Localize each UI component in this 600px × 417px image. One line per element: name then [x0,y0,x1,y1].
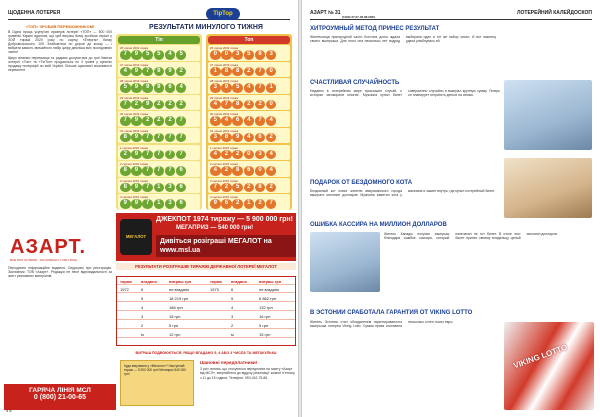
megalot-results-table [116,276,296,355]
table-cell: не вгадано [259,286,280,292]
number-ball: 7 [255,116,266,126]
table-row [117,312,295,320]
draw-numbers [210,183,276,193]
number-ball: 6 [165,83,176,93]
number-ball: 7 [142,133,153,143]
number-ball: 8 [232,67,243,77]
number-ball: 2 [266,133,277,143]
number-ball: 4 [210,166,221,176]
section-title: ЩОДЕННА ЛОТЕРЕЯ [8,10,61,16]
number-ball: 1 [154,183,165,193]
table-header: виграш грн [259,278,282,284]
number-ball: 1 [266,83,277,93]
table-cell: 5 [231,295,234,301]
article-body: Житель Эстонии стал обладателем гарантированного выигрыша лотереи Viking Lotto. Сумма приза составила несколько сотен тысяч евро. [310,320,454,329]
table-cell: 5 грн [169,322,179,328]
number-ball: 7 [176,116,187,126]
tip-results-panel [116,34,202,210]
number-ball: 9 [165,67,176,77]
hot-line-phone: 0 (800) 21-00-65 [33,394,87,401]
number-ball: 4 [244,116,255,126]
number-ball: 2 [154,100,165,110]
draw-row [208,145,290,161]
number-ball: 6 [244,166,255,176]
number-ball: 7 [142,166,153,176]
number-ball: 5 [244,50,255,60]
table-cell: 18 219 грн [169,295,189,301]
left-page [0,0,298,417]
number-ball: 0 [244,150,255,160]
issue-dates: (1162) 27.07-02.08.2020 [342,15,375,19]
left-header [8,6,290,20]
number-ball: 7 [120,100,131,110]
section-title: ЛОТЕРЕЙНИЙ КАЛЕЙДОСКОП [517,10,592,16]
number-ball: 7 [142,67,153,77]
table-cell: 4 [231,304,234,310]
msl-link-text: Дивіться розіграші МЕГАЛОТ на www.msl.ua [156,235,296,257]
azart-tagline: ВСЕ ПРО ЛОТЕРЕЇ · ЗАСНОВАНО У 2001 РОЦІ [10,258,78,262]
number-ball: 3 [165,199,176,209]
number-ball: 7 [210,183,221,193]
number-ball: 7 [176,150,187,160]
viking-lotto-label: VIKING LOTTO [512,342,569,371]
cat-photo [504,158,592,218]
number-ball: 9 [131,166,142,176]
number-ball: 8 [120,183,131,193]
intro-paragraph: В Одесі праць усунутою призерів лотереї «ТОП» — 500 000 гривень! Карині вдалося, що цей виграш йому зробила серіал у ЗОЙ тиражі 2020 року по картці «Енергія» банку Добромільського, 109. Знайомтеся по дорозі до кіоску — і вибрати замість звичайного набір цифр декілька всіх послідовних чисел! [8,30,112,55]
draw-label: 29 липня 2019 тираж [210,95,239,100]
winner-photo [504,80,592,150]
number-ball: 9 [131,116,142,126]
number-ball: 7 [165,133,176,143]
table-header: виграш грн [169,278,192,284]
number-ball: 7 [120,50,131,60]
number-ball: 2 [232,150,243,160]
draw-numbers [210,116,276,126]
draw-label: 1 серпня 2019 тираж [210,145,238,150]
draw-label: 4 серпня 2019 тираж [120,195,148,200]
article-heading: ХИТРОУМНЫЙ МЕТОД ПРИНЕС РЕЗУЛЬТАТ [310,26,440,32]
article-body: Недавно в лотерейном мире произошел случай, о котором заговорили многие. Мужчина купил билет совершенно случайно и выиграл крупную сумму. Теперь он планирует потратить деньги на семью. [310,89,500,98]
number-ball: 4 [221,116,232,126]
draw-row [208,111,290,127]
number-ball: 5 [120,83,131,93]
number-ball: 4 [210,100,221,110]
number-ball: 7 [142,150,153,160]
draw-numbers [120,100,186,110]
draw-row [208,161,290,177]
number-ball: 7 [176,133,187,143]
number-ball: 7 [154,133,165,143]
number-ball: 4 [244,83,255,93]
draw-row [208,78,290,94]
number-ball: 8 [120,166,131,176]
number-ball: 5 [232,83,243,93]
tip-draw-list [118,45,200,210]
megalot-promo: Куди вигравати у «Мегалот»? Наступний тираж — 5 900 000 грн! Мегаприз 540 000 грн! [120,360,194,406]
draw-row [208,45,290,61]
number-ball: 1 [210,67,221,77]
draw-numbers [120,67,186,77]
number-ball: 6 [176,199,187,209]
number-ball: 4 [176,83,187,93]
table-cell: 12 грн [169,331,181,337]
number-ball: 2 [165,100,176,110]
number-ball: 7 [255,67,266,77]
number-ball: 2 [244,100,255,110]
table-cell: 1972 [120,286,129,292]
table-cell: 2 [231,322,234,328]
right-header [310,6,592,20]
draw-label: 26 липня 2019 тираж [120,46,149,50]
table-cell: 132 грн [259,304,273,310]
draw-label: 3 серпня 2019 тираж [210,178,238,183]
draw-row [118,178,200,194]
table-row [117,303,295,311]
draw-numbers [210,67,276,77]
notice-title: Шановні передплатники! [200,360,258,365]
number-ball: 4 [210,150,221,160]
draw-label: 31 липня 2019 тираж [120,128,149,133]
table-row [117,321,295,329]
number-ball: 7 [221,100,232,110]
intro-paragraph: Щиро вітаємо переможця та радимо долучитися до гри! Квитки лотереї «Топ» та «ТіпТоп» продаються по 3 гривні у пунктах продажу поліграфії по всій Україні. Більше щасливої можливості перемогти! [8,55,112,72]
table-row [117,294,295,302]
draw-numbers [210,100,276,110]
intro-heading: «ТОП» ЗРОБИВ ПЕРЕМОЖНИКОМ! [25,24,95,29]
number-ball: 2 [266,183,277,193]
article-body: Бездомный кот помог жителю американского города выиграть миллион долларов. Мужчина заметил кота у магазина и зашел внутрь, где купил лотерейный билет. [310,189,496,198]
draw-numbers [120,150,186,160]
number-ball: 5 [142,50,153,60]
top-draw-list [208,45,290,210]
number-ball: 3 [165,183,176,193]
number-ball: 7 [165,166,176,176]
number-ball: 4 [244,133,255,143]
draw-row [208,128,290,144]
draw-row [118,194,200,210]
megalot-logo: МЕГАЛОТ [120,219,152,255]
draw-numbers [210,166,276,176]
table-cell: 1973 [210,286,219,292]
draw-row [118,161,200,177]
number-ball: 7 [120,116,131,126]
number-ball: 8 [221,133,232,143]
draw-numbers [210,133,276,143]
number-ball: 9 [221,83,232,93]
number-ball: 7 [266,199,277,209]
table-cell: м [231,331,234,337]
number-ball: 9 [131,83,142,93]
draw-label: 3 серпня 2019 тираж [120,178,148,183]
table-cell: 5 [141,295,144,301]
issue-number: АЗАРТ № 31 [310,10,341,16]
number-ball: 4 [266,116,277,126]
tiptop-logo: TipTop [206,8,240,20]
number-ball: 0 [255,166,266,176]
top-results-panel [206,34,292,210]
table-row [117,330,295,338]
number-ball: 6 [232,116,243,126]
draw-row [118,128,200,144]
number-ball: 7 [154,166,165,176]
number-ball: 0 [210,50,221,60]
draw-label: 27 липня 2019 тираж [210,62,239,67]
azart-logo: АЗАРТ. [10,236,87,258]
draw-numbers [210,150,276,160]
table-cell: 6 [231,286,234,292]
draw-numbers [120,133,186,143]
draw-row [118,95,200,111]
draw-row [208,95,290,111]
number-ball: 0 [266,67,277,77]
number-ball: 8 [221,67,232,77]
table-cell: 4 [141,304,144,310]
draw-numbers [120,199,186,209]
megalot-table-title: РЕЗУЛЬТАТИ РОЗІГРАШІВ ТИРАЖІВ ДЕРЖАВНОЇ ЛОТЕРЕЇ МЕГАЛОТ [116,263,296,270]
number-ball: 4 [266,166,277,176]
table-cell: 2 [141,322,144,328]
number-ball: 9 [131,183,142,193]
draw-label: 2 серпня 2019 тираж [120,162,148,167]
jackpot-banner [116,213,296,261]
number-ball: 9 [131,199,142,209]
table-cell: 15 грн [259,331,271,337]
article-heading: В ЭСТОНИИ СРАБОТАЛА ГАРАНТИЯ ОТ VIKING LOTTO [310,310,473,316]
number-ball: 9 [131,67,142,77]
table-cell: 6 [141,286,144,292]
table-cell: не вгадано [169,286,190,292]
table-cell: 6 862 грн [259,295,277,301]
number-ball: 7 [154,150,165,160]
table-cell: 3 [231,313,234,319]
table-header: вгадано [231,278,247,284]
draw-label: 30 липня 2019 тираж [210,112,239,117]
draw-numbers [120,183,186,193]
draw-numbers [210,50,276,60]
number-ball: 9 [131,150,142,160]
number-ball: 4 [120,67,131,77]
number-ball: 6 [255,133,266,143]
number-ball: 5 [232,183,243,193]
draw-numbers [210,83,276,93]
number-ball: 4 [165,50,176,60]
draw-label: 1 серпня 2019 тираж [120,145,148,150]
draw-row [118,45,200,61]
draw-row [208,178,290,194]
notice-text: З усіх питань, що стосуються передплати на газету «Азарт від МСЛ», звертайтеся до відділу реалізації: кожної п'ятниці з 11 до 15 години. Телефон: 050-442-75-86. [200,367,295,380]
table-cell: 186 грн [169,304,183,310]
number-ball: 7 [142,199,153,209]
number-ball: 6 [176,166,187,176]
number-ball: 2 [255,100,266,110]
number-ball: 2 [255,199,266,209]
table-cell: 18 грн [169,313,181,319]
number-ball: 5 [154,50,165,60]
number-ball: 8 [255,50,266,60]
number-ball: 1 [154,199,165,209]
number-ball: 8 [232,100,243,110]
number-ball: 3 [255,150,266,160]
number-ball: 2 [221,150,232,160]
article-heading: ОШИБКА КАССИРА НА МИЛЛИОН ДОЛЛАРОВ [310,222,447,228]
number-ball: 0 [266,100,277,110]
number-ball: 2 [154,116,165,126]
draw-label: 2 серпня 2019 тираж [210,162,238,167]
megaprize-text: МЕГАПРИЗ — 540 000 грн! [176,225,254,231]
number-ball: 2 [131,100,142,110]
number-ball: 2 [120,150,131,160]
number-ball: 2 [142,116,153,126]
draw-label: 28 липня 2019 тираж [120,79,149,84]
number-ball: 1 [244,199,255,209]
top-logo: Топ [208,36,290,44]
hot-line-box [4,384,116,410]
number-ball: 4 [266,150,277,160]
table-header: тираж [120,278,132,284]
number-ball: 9 [210,199,221,209]
draw-numbers [210,199,276,209]
number-ball: 2 [232,199,243,209]
number-ball: 2 [176,67,187,77]
number-ball: 8 [232,166,243,176]
draw-row [118,78,200,94]
number-ball: 2 [244,67,255,77]
page-number: 4 6 [6,408,12,413]
draw-label: 28 липня 2019 тираж [210,79,239,84]
number-ball: 6 [176,183,187,193]
number-ball: 2 [165,116,176,126]
table-cell: 3 [141,313,144,319]
number-ball: 2 [221,166,232,176]
hot-line-label: ГАРЯЧА ЛІНІЯ МСЛ [29,387,91,394]
draw-numbers [120,83,186,93]
draw-row [118,62,200,78]
results-title: РЕЗУЛЬТАТИ МИНУЛОГО ТИЖНЯ [149,24,263,31]
number-ball: 0 [221,50,232,60]
number-ball: 8 [255,183,266,193]
number-ball: 7 [142,183,153,193]
draw-numbers [120,166,186,176]
draw-row [118,111,200,127]
number-ball: 8 [120,133,131,143]
draw-row [118,145,200,161]
number-ball: 3 [266,50,277,60]
draw-row [208,62,290,78]
article-heading: ПОДАРОК ОТ БЕЗДОМНОГО КОТА [310,180,413,186]
number-ball: 9 [120,199,131,209]
number-ball: 5 [210,116,221,126]
draw-numbers [120,50,186,60]
number-ball: 3 [210,133,221,143]
number-ball: 5 [176,50,187,60]
number-ball: 3 [210,83,221,93]
subscribers-notice [200,360,296,380]
draw-label: 26 липня 2019 тираж [210,46,239,50]
number-ball: 7 [255,83,266,93]
article-body: Житель Канады получил выигрыш благодаря ошибке кассира, который напечатал не тот билет. В итоге этот билет принес своему владельцу целый миллион долларов. [384,232,558,241]
draw-label: 4 серпня 2019 тираж [210,195,238,200]
table-cell: 16 грн [259,313,271,319]
table-header: тираж [210,278,222,284]
number-ball: 9 [131,50,142,60]
number-ball: 9 [154,67,165,77]
draw-label: 30 липня 2019 тираж [120,112,149,117]
azart-info: Періодичне інформаційне видання. Свідоцтво про реєстрацію. Засновник: ТОВ «Азарт». Редакція не несе відповідальності за зміст рекламних матеріалів. [8,266,112,279]
table-cell: м [141,331,144,337]
draw-label: 27 липня 2019 тираж [120,62,149,67]
number-ball: 9 [154,83,165,93]
number-ball: 9 [142,83,153,93]
tip-logo: Тіп [118,36,200,44]
intro-article [8,24,112,229]
number-ball: 3 [232,50,243,60]
number-ball: 2 [244,183,255,193]
number-ball: 6 [221,199,232,209]
number-ball: 9 [232,133,243,143]
table-cell: 5 грн [259,322,269,328]
article-body: Жительница пригородной части Бостона долго ждала своего выигрыша. Для этого она несколько лет подряд выбирала один и тот же набор чисел. И вот наконец удача улыбнулась ей. [310,35,496,44]
table-footer: ВИГРАШ ПОДВОЮЄТЬСЯ, ЯКЩО ВГАДАНО 5, 4 АБО 3 ЧИСЛА ТА МЕГАКУЛЬКА [135,351,277,355]
draw-label: 29 липня 2019 тираж [120,95,149,100]
table-header: вгадано [141,278,157,284]
viking-lotto-photo [504,322,594,410]
draw-numbers [120,116,186,126]
right-page [302,0,600,417]
jackpot-text: ДЖЕКПОТ 1974 тиражу — 5 900 000 грн! [156,216,293,223]
number-ball: 7 [165,150,176,160]
draw-label: 31 липня 2019 тираж [210,128,239,133]
draw-row [208,194,290,210]
table-header-row [117,277,295,285]
table-row [117,285,295,293]
number-ball: 2 [176,100,187,110]
number-ball: 9 [131,133,142,143]
article-heading: СЧАСТЛИВАЯ СЛУЧАЙНОСТЬ [310,80,400,86]
number-ball: 9 [142,100,153,110]
cashier-winner-photo [310,232,380,292]
number-ball: 2 [221,183,232,193]
